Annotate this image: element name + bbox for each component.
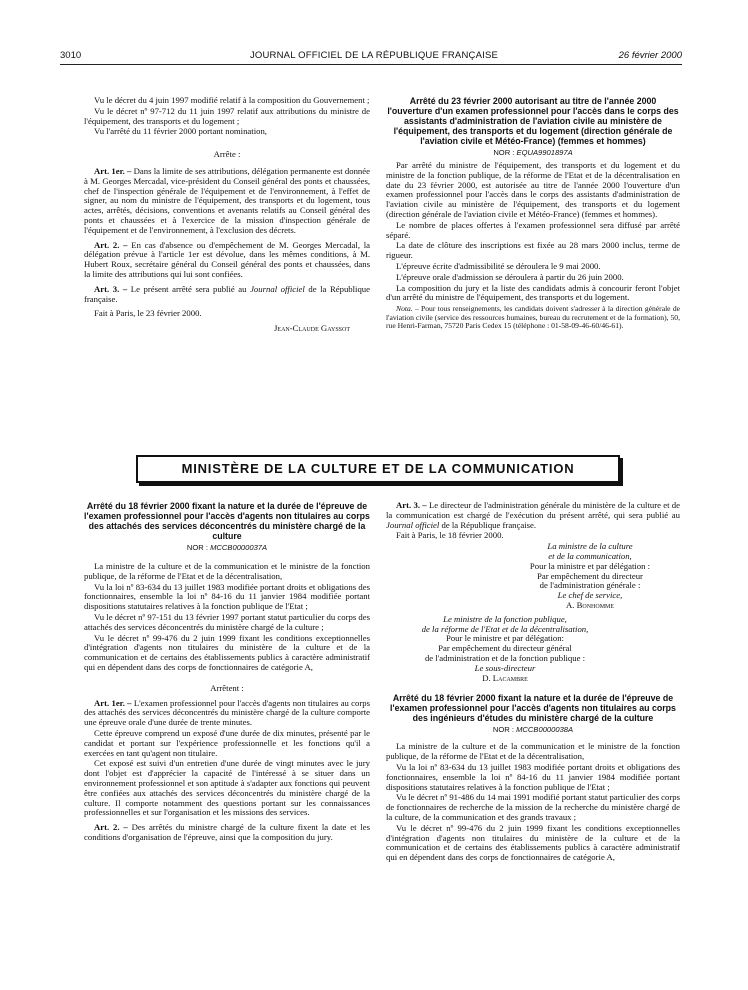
paragraph: L'épreuve orale d'admission se déroulera à partir du 26 juin 2000. xyxy=(396,271,624,282)
nota-text: – Pour tous renseignements, les candidats doivent s'adresser à la direction générale de l'aviation civile (service des ressources humaines, bureau du recrutement et de la formation), 50, rue Henri-Farman, 75720 Paris Cedex 15 (téléphone : 01-58-09-46-60/46-61). xyxy=(386,304,680,331)
nota-note xyxy=(386,305,680,331)
signature-name: Jean-Claude Gayssot xyxy=(274,323,350,334)
paragraph: La ministre de la culture et de la communication et le ministre de la fonction publique, de la réforme de l'Etat et de la décentralisation, xyxy=(386,741,680,762)
article-text: Dans la limite de ses attributions, délégation permanente est donnée à M. Georges Mercadal, vice-président du Conseil général des ponts et chaussées, chef de l'inspection générale de l'équipement et de l'environnement, à l'effet de signer, au nom du ministre de l'équipement, des transports et du logement, tous actes, arrêtés, décisions, conventions et avenants relatifs au Conseil général des ponts et chaussées et à l'exercice de la mission d'inspection générale de l'équipement et de l'environnement, à l'exclusion des décrets. xyxy=(84,165,370,235)
signature-block-fonction-publique xyxy=(392,615,618,684)
signature-line: de l'administration et de la fonction publique : xyxy=(424,652,586,663)
signature-line: Le sous-directeur xyxy=(474,662,536,673)
signature-name: D. Lacambre xyxy=(482,672,528,683)
article-text: En cas d'absence ou d'empêchement de M. Georges Mercadal, la délégation prévue à l'article 1er est dévolue, dans les mêmes conditions, à M. Hubert Roux, secrétaire général du Conseil général des ponts et chaussées, dans la limite des attributions qui lui sont confiées. xyxy=(84,239,371,279)
nor-code: EQUA9901897A xyxy=(516,148,573,157)
header-rule xyxy=(60,64,682,65)
article-label: Art. 3. – xyxy=(94,283,128,294)
article-text: Le présent arrêté sera publié au xyxy=(130,283,251,294)
signature-line: Par empêchement du directeur général xyxy=(438,643,572,654)
nor-code: MCCB0000037A xyxy=(210,543,268,552)
article-2 xyxy=(84,823,370,843)
visa-paragraph: Vu le décret nº 97-712 du 11 juin 1997 relatif aux attributions du ministre de l'équipement, des transports et du logement ; xyxy=(84,105,370,126)
top-right-column xyxy=(386,96,680,331)
article-1 xyxy=(84,167,370,236)
fait-a-paris: Fait à Paris, le 18 février 2000. xyxy=(396,530,504,541)
paragraph: Le nombre de places offertes à l'examen professionnel sera diffusé par arrêté séparé. xyxy=(386,219,680,240)
article-3 xyxy=(386,501,680,530)
article-label: Art. 1er. – xyxy=(94,165,132,176)
visa-paragraph: Vu le décret nº 99-476 du 2 juin 1999 fixant les conditions exceptionnelles d'intégration d'agents non titulaires du ministère de la culture et de la communication et de certains des établissements publics à caractère administratif qui en dépendent dans des corps de fonctionnaires de catégorie A, xyxy=(386,822,680,863)
article-label: Art. 2. – xyxy=(94,239,128,250)
paragraph: Cette épreuve comprend un exposé d'une durée de dix minutes, présenté par le candidat et portant sur l'expérience professionnelle et les fonctions qu'il a exercées en tant qu'agent non titulaire. xyxy=(84,727,370,758)
paragraph: La ministre de la culture et de la communication et le ministre de la fonction publique, de la réforme de l'Etat et de la décentralisation, xyxy=(84,561,370,581)
nor-code: MCCB0000038A xyxy=(516,725,574,735)
journal-title: JOURNAL OFFICIEL DE LA RÉPUBLIQUE FRANÇAISE xyxy=(249,50,499,61)
article-2 xyxy=(84,241,370,280)
page-number: 3010 xyxy=(60,50,82,61)
article-text: Le directeur de l'administration générale du ministère de la culture et de la communication est chargé de l'exécution du présent arrêté, qui sera publié au xyxy=(386,500,681,520)
signature-name: A. Bonhomme xyxy=(565,599,615,610)
nor-label: NOR : xyxy=(492,725,517,735)
article-label: Art. 2. – xyxy=(94,822,128,833)
fait-a-paris: Fait à Paris, le 23 février 2000. xyxy=(94,308,202,319)
signature-line: Le ministre de la fonction publique, xyxy=(443,613,567,624)
paragraph: La date de clôture des inscriptions est fixée au 28 mars 2000 inclus, terme de rigueur. xyxy=(386,240,680,261)
visa-paragraph: Vu le décret nº 99-476 du 2 juin 1999 fixant les conditions exceptionnelles d'intégration d'agents non titulaires du ministère de la culture et de la communication et de certains des établissements publics à caractère administratif qui en dépendent dans des corps de fonctionnaires de catégorie A, xyxy=(84,632,370,672)
nor-label: NOR : xyxy=(186,543,211,552)
signature-line: Pour le ministre et par délégation: xyxy=(446,633,564,644)
arretent-heading: Arrêtent : xyxy=(210,682,244,693)
visa-paragraph: Vu le décret du 4 juin 1997 modifié relatif à la composition du Gouvernement ; xyxy=(94,95,370,105)
signature-line: Le chef de service, xyxy=(557,590,623,601)
arrete-title: Arrêté du 23 février 2000 autorisant au titre de l'année 2000 l'ouverture d'un examen professionnel pour l'accès dans le corps des assistants d'administration de l'aviation civile au ministère de l'équipement, des transports et du logement (direction générale de l'aviation civile et Météo-France) (femmes et hommes) xyxy=(387,96,679,146)
article-1 xyxy=(84,699,370,728)
arrete-title: Arrêté du 18 février 2000 fixant la nature et la durée de l'épreuve de l'examen professionnel pour l'accès d'agents non titulaires au corps des attachés des services déconcentrés du ministère chargé de la culture xyxy=(84,501,370,541)
nor-label: NOR : xyxy=(493,148,517,157)
arrete-title: Arrêté du 18 février 2000 fixant la nature et la durée de l'épreuve de l'examen professionnel pour l'accès d'agents non titulaires au corps des ingénieurs d'études du ministère chargé de la culture xyxy=(390,693,676,724)
visa-paragraph: Vu le décret nº 91-486 du 14 mai 1991 modifié portant statut particulier des corps de fonctionnaires de recherche de la mission de la recherche du ministère chargé de la culture, de la communication et des grands travaux ; xyxy=(386,792,680,822)
paragraph: Par arrêté du ministre de l'équipement, des transports et du logement et du ministre de la fonction publique, de la réforme de l'Etat et de la décentralisation en date du 23 février 2000, est autorisée au titre de l'année 2000 l'ouverture d'un examen professionnel pour l'accès dans le corps des assistants d'administration de l'aviation civile au ministère de l'équipement, des transports et du logement (direction générale de l'aviation civile et Météo-France) (femmes et hommes). xyxy=(386,160,680,219)
signature-line: de la réforme de l'Etat et de la décentralisation, xyxy=(421,623,589,634)
signature-line: Pour la ministre et par délégation : xyxy=(529,560,651,571)
paragraph: L'épreuve écrite d'admissibilité se déroulera le 9 mai 2000. xyxy=(396,260,601,271)
article-text: Des arrêtés du ministre chargé de la culture fixent la date et les conditions d'organisation de l'épreuve, ainsi que la composition du jury. xyxy=(84,822,371,842)
ministry-banner xyxy=(136,455,620,483)
article-text: de la République française. xyxy=(439,519,537,530)
signature-block-culture xyxy=(498,542,682,611)
signature-line: et de la communication, xyxy=(548,550,632,561)
culture-right-column xyxy=(386,501,680,864)
article-label: Art. 1er. – xyxy=(94,697,132,708)
signature-line: Par empêchement du directeur xyxy=(537,570,643,581)
signature-line: de l'administration générale : xyxy=(539,580,641,591)
article-label: Art. 3. – xyxy=(396,500,427,510)
visa-paragraph: Vu le décret nº 97-151 du 13 février 1997 portant statut particulier du corps des attachés des services déconcentrés du ministère chargé de la culture ; xyxy=(84,611,370,632)
nor-reference xyxy=(84,543,370,552)
nor-reference xyxy=(386,148,680,157)
culture-left-column xyxy=(84,501,370,844)
visa-paragraph: Vu l'arrêté du 11 février 2000 portant nomination, xyxy=(94,126,267,137)
visa-paragraph: Vu la loi nº 83-634 du 13 juillet 1983 modifiée portant droits et obligations des fonctionnaires, ensemble la loi nº 84-16 du 11 janvier 1984 modifiée portant dispositions statutaires relatives à la fonction publique de l'Etat ; xyxy=(84,581,370,612)
ministry-banner-title: MINISTÈRE DE LA CULTURE ET DE LA COMMUNICATION xyxy=(181,461,575,476)
journal-officiel-ref: Journal officiel xyxy=(250,283,305,294)
visa-paragraph: Vu la loi nº 83-634 du 13 juillet 1983 modifiée portant droits et obligations des fonctionnaires, ensemble la loi nº 84-16 du 11 janvier 1984 modifiée portant dispositions statutaires relatives à la fonction publique de l'Etat ; xyxy=(386,761,680,792)
paragraph: Cet exposé est suivi d'un entretien d'une durée de vingt minutes avec le jury dont l'objet est d'apprécier la capacité de l'intéressé à se situer dans un environnement professionnel et son aptitude à s'adapter aux fonctions qui peuvent être confiées aux attachés des services déconcentrés du ministère chargé de la culture. Il comporte notamment des questions portant sur les connaissances professionnelles et sur l'organisation et les missions des services. xyxy=(84,758,370,818)
article-text: de la République française. xyxy=(84,283,371,304)
issue-date: 26 février 2000 xyxy=(618,50,682,61)
journal-officiel-ref: Journal officiel xyxy=(386,519,440,530)
signature-line: La ministre de la culture xyxy=(547,541,633,552)
nota-label: Nota. xyxy=(396,304,413,314)
top-left-column xyxy=(84,96,370,335)
article-3 xyxy=(84,285,370,305)
paragraph: La composition du jury et la liste des candidats admis à concourir feront l'objet d'un arrêté du ministre de l'équipement, des transports et du logement. xyxy=(386,282,680,303)
arrete-heading: Arrête : xyxy=(213,149,241,160)
article-text: L'examen professionnel pour l'accès d'agents non titulaires au corps des attachés des services déconcentrés du ministère chargé de la culture comporte une épreuve orale d'une durée de trente minutes. xyxy=(84,697,370,728)
nor-reference xyxy=(386,725,680,734)
